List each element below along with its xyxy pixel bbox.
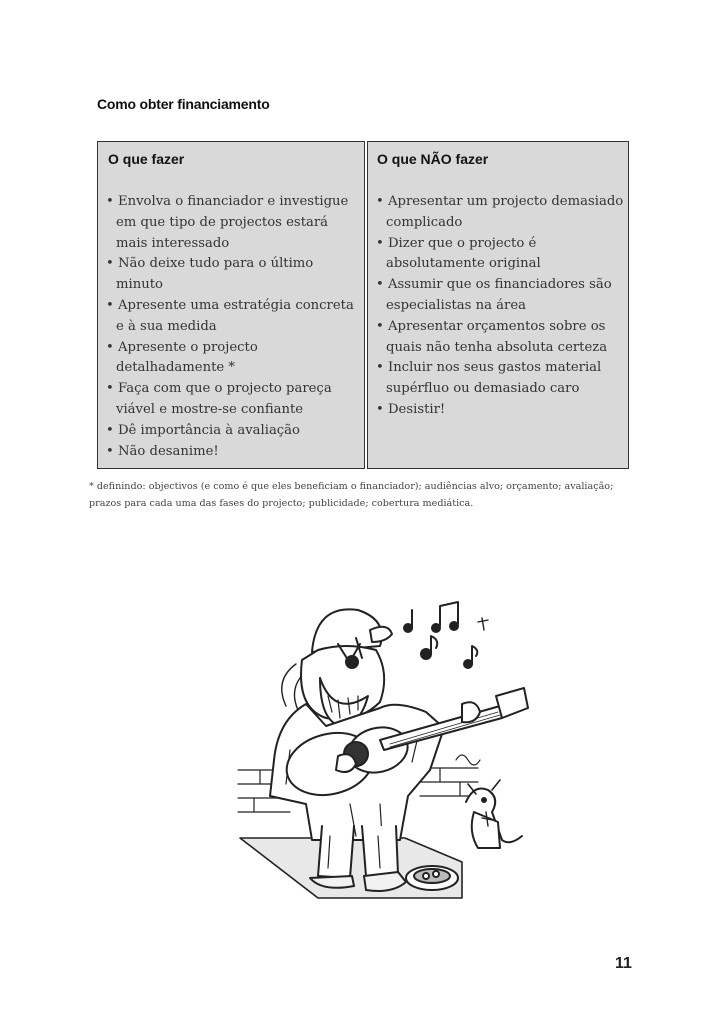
do-list-item: • Dê importância à avaliação [106, 421, 362, 442]
do-list-item: • Não deixe tudo para o último minuto [106, 254, 362, 296]
do-list-item: • Envolva o financiador e investigue em que tipo de projectos estará mais interessado [106, 192, 362, 254]
footnote: * definindo: objectivos (e como é que eles beneficiam o financiador); audiências alvo; orçamento; avaliação; prazos para cada uma das fases do projecto; publicidade; cobertura mediática. [89, 481, 614, 509]
busker-guitar-illustration [230, 600, 550, 900]
dont-list-item: • Apresentar orçamentos sobre os quais não tenha absoluta certeza [376, 317, 626, 359]
do-list-item: • Não desanime! [106, 442, 362, 463]
dont-list-item: • Dizer que o projecto é absolutamente original [376, 234, 626, 276]
dont-list-item: • Apresentar um projecto demasiado complicado [376, 192, 626, 234]
do-list-item: • Faça com que o projecto pareça viável e mostre-se confiante [106, 379, 362, 421]
do-box [97, 141, 365, 469]
dont-list-item: • Desistir! [376, 400, 626, 421]
dont-list [376, 192, 626, 421]
section-title: Como obter financiamento [97, 96, 270, 112]
dont-list-item: • Incluir nos seus gastos material supérfluo ou demasiado caro [376, 358, 626, 400]
do-box-heading: O que fazer [108, 151, 185, 167]
dont-box [367, 141, 629, 469]
dont-list-item: • Assumir que os financiadores são especialistas na área [376, 275, 626, 317]
do-list-item: • Apresente o projecto detalhadamente * [106, 338, 362, 380]
dont-box-heading: O que NÃO fazer [377, 151, 489, 167]
do-list-item: • Apresente uma estratégia concreta e à sua medida [106, 296, 362, 338]
page-number: 11 [615, 955, 632, 972]
do-list [106, 192, 362, 462]
